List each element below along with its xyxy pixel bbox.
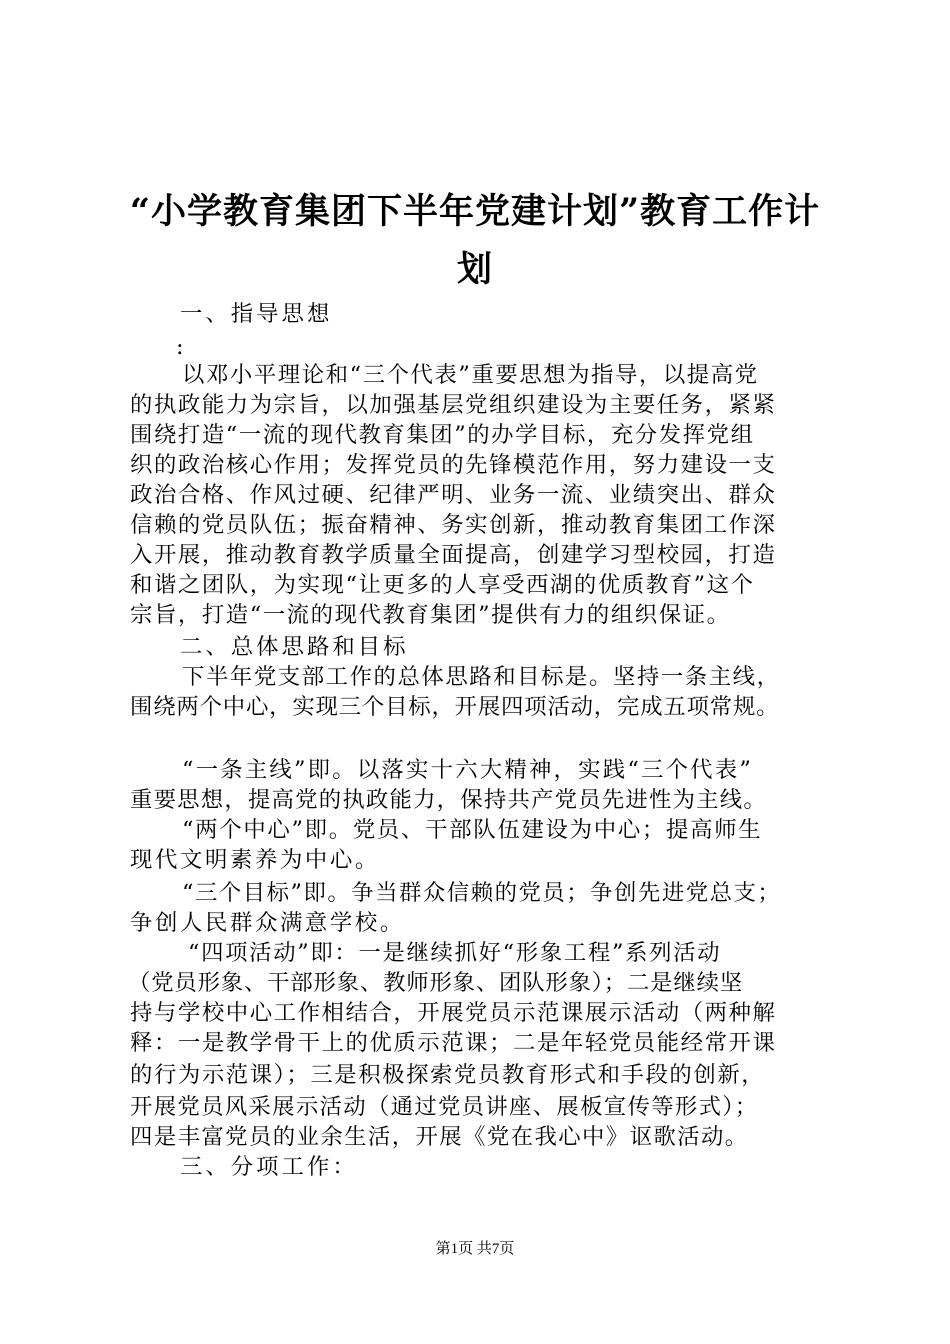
text-line: 争创人民群众满意学校。 [130,910,405,936]
text-line: : [176,334,184,360]
text-line: 围绕两个中心，实现三个目标，开展四项活动，完成五项常规。 [130,694,780,720]
text-line: 现代文明素养为中心。 [130,847,380,873]
text-line: 下半年党支部工作的总体思路和目标是。坚持一条主线， [182,664,781,690]
text-line: 开展党员风采展示活动（通过党员讲座、展板宣传等形式）； [130,1094,759,1120]
text-line: 入开展，推动教育教学质量全面提高，创建学习型校园，打造 [130,542,777,568]
text-line: 的行为示范课）；三是积极探索党员教育形式和手段的创新， [130,1062,766,1088]
text-line: 宗旨，打造“一流的现代教育集团”提供有力的组织保证。 [130,602,731,628]
text-line: “两个中心”即。党员、干部队伍建设为中心；提高师生 [182,817,763,843]
section-heading-overall-goals: 二、总体思路和目标 [180,634,409,660]
text-line: 织的政治核心作用；发挥党员的先锋模范作用，努力建设一支 [130,452,777,478]
text-line: （党员形象、干部形象、教师形象、团队形象）；二是继续坚 [128,970,743,996]
document-title-line-1: “小学教育集团下半年党建计划”教育工作计 [129,191,821,232]
text-line: 信赖的党员队伍；振奋精神、务实创新，推动教育集团工作深 [130,512,777,538]
document-title-line-2: 划 [456,249,493,290]
text-line: “三个目标”即。争当群众信赖的党员；争创先进党总支； [182,880,782,906]
text-line: 围绕打造“一流的现代教育集团”的办学目标，充分发挥党组 [130,422,755,448]
text-line: 和谐之团队，为实现“让更多的人享受西湖的优质教育”这个 [130,572,755,598]
text-line: “四项活动”即：一是继续抓好“形象工程”系列活动 [188,940,722,966]
text-line: 释：一是教学骨干上的优质示范课；二是年轻党员能经常开课 [130,1030,777,1056]
section-heading-itemized-work: 三、分项工作： [180,1154,358,1180]
text-line: 以邓小平理论和“三个代表”重要思想为指导，以提高党 [182,362,759,388]
text-line: “一条主线”即。以落实十六大精神，实践“三个代表” [182,757,753,783]
text-line: 四是丰富党员的业余生活，开展《党在我心中》讴歌活动。 [130,1124,749,1150]
section-heading-guiding-thought: 一、指导思想 [180,301,333,327]
text-line: 持与学校中心工作相结合，开展党员示范课展示活动（两种解 [130,1000,777,1026]
text-line: 政治合格、作风过硬、纪律严明、业务一流、业绩突出、群众 [130,482,777,508]
page-number-footer: 第1页 共7页 [435,1241,515,1257]
text-line: 的执政能力为宗旨，以加强基层党组织建设为主要任务，紧紧 [130,392,777,418]
text-line: 重要思想，提高党的执政能力，保持共产党员先进性为主线。 [130,787,767,813]
